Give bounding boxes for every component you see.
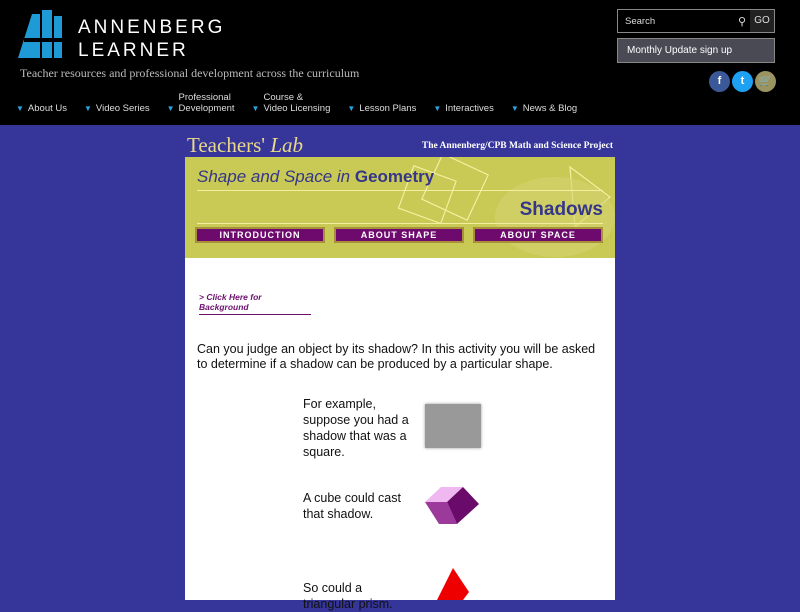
nav-label: Professional Development xyxy=(178,92,235,114)
chevron-down-icon: ▼ xyxy=(510,104,519,113)
nav-item[interactable] xyxy=(347,103,416,114)
cart-icon[interactable]: 🛒 xyxy=(755,71,776,92)
square-shadow-image xyxy=(425,404,481,448)
search-icon[interactable]: ⚲ xyxy=(737,16,746,28)
chevron-down-icon: ▼ xyxy=(433,104,442,113)
monthly-update-button[interactable]: Monthly Update sign up xyxy=(617,38,775,63)
search-placeholder: Search xyxy=(625,16,656,27)
annenberg-logo[interactable] xyxy=(18,10,70,58)
banner xyxy=(185,157,615,258)
divider xyxy=(197,223,603,224)
nav-label: Interactives xyxy=(445,103,494,114)
cube-image xyxy=(423,482,483,528)
subtitle-b: Geometry xyxy=(354,167,435,186)
nav-label: Video Series xyxy=(95,103,150,114)
chevron-down-icon: ▼ xyxy=(251,104,260,113)
example-text: For example, suppose you had a shadow that was a square. xyxy=(303,397,409,459)
search-input[interactable] xyxy=(617,9,775,33)
background-link[interactable]: > Click Here for Background xyxy=(199,292,311,315)
nav-label: About Us xyxy=(27,103,67,114)
intro-text: Can you judge an object by its shadow? In this activity you will be asked to determine if a shadow can be produced by a particular shape. xyxy=(197,342,596,371)
chevron-down-icon: ▼ xyxy=(16,104,24,113)
brand-line: LEARNER xyxy=(78,40,189,61)
nav-item[interactable] xyxy=(84,103,150,114)
twitter-icon[interactable]: t xyxy=(732,71,753,92)
section-title: Shadows xyxy=(519,199,603,220)
tab-about-space[interactable]: ABOUT SPACE xyxy=(473,227,603,243)
main-nav xyxy=(16,90,594,114)
title-a: Teachers' xyxy=(187,133,266,157)
content-panel xyxy=(185,130,615,611)
teachers-lab-logo[interactable] xyxy=(187,133,303,158)
site-header xyxy=(0,0,800,125)
chevron-down-icon: ▼ xyxy=(84,104,92,113)
nav-label: News & Blog xyxy=(522,103,578,114)
banner-top xyxy=(185,130,615,157)
banner-subtitle xyxy=(197,167,434,187)
nav-item[interactable] xyxy=(252,92,331,114)
example-text: A cube could cast that shadow. xyxy=(303,491,401,521)
nav-item[interactable] xyxy=(433,103,494,114)
section-tabs xyxy=(195,227,603,243)
chevron-down-icon: ▼ xyxy=(347,104,356,113)
tab-introduction[interactable]: INTRODUCTION xyxy=(195,227,325,243)
nav-label: Lesson Plans xyxy=(359,103,417,114)
nav-item[interactable] xyxy=(16,103,67,114)
tab-about-shape[interactable]: ABOUT SHAPE xyxy=(334,227,464,243)
go-button[interactable]: GO xyxy=(750,10,774,32)
subtitle-a: Shape and Space in xyxy=(197,167,351,186)
triangular-prism-image xyxy=(433,568,473,600)
project-name: The Annenberg/CPB Math and Science Project xyxy=(421,141,613,151)
divider xyxy=(197,190,603,191)
brand-name[interactable] xyxy=(78,16,225,62)
nav-label: Course & Video Licensing xyxy=(263,92,331,114)
example-text: So could a triangular prism. xyxy=(303,581,393,611)
tagline: Teacher resources and professional development across the curriculum xyxy=(20,66,360,80)
brand-line: ANNENBERG xyxy=(78,17,226,38)
chevron-down-icon: ▼ xyxy=(166,104,175,113)
title-b: Lab xyxy=(270,133,304,157)
nav-item[interactable] xyxy=(511,103,577,114)
nav-item[interactable] xyxy=(167,92,235,114)
facebook-icon[interactable]: f xyxy=(709,71,730,92)
